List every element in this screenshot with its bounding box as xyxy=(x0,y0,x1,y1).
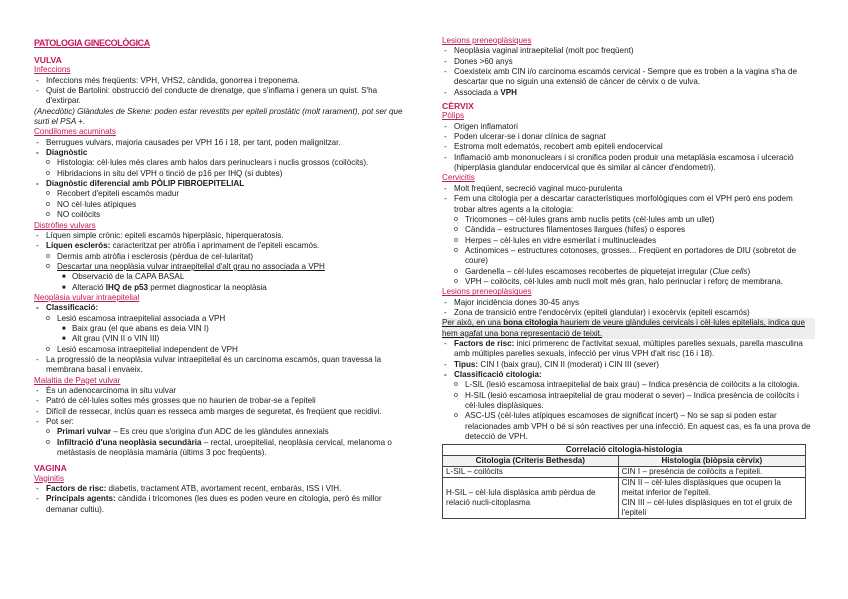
list-item: o Infiltració d'una neoplàsia secundària – rectal, uroepitelial, neoplàsia cervical, melanoma o metàstasis de neoplàsia mamària (últims 3 poc freqüents). xyxy=(46,437,392,458)
list-item: - Berrugues vulvars, majoria causades per VPH 16 i 18, per tant, poden malignitzar. xyxy=(34,138,410,148)
table-cell: H-SIL – cèl·lula displàsica amb pèrdua de relació nucli-citoplasma xyxy=(443,478,619,519)
list-item: - Líquen esclerós: caracteritzat per atròfia i aprimament de l'epiteli escamós. xyxy=(34,241,410,251)
list-item: - Infeccions més freqüents: VPH, VHS2, càndida, gonorrea i treponema. xyxy=(34,76,410,86)
table-title: Correlació citologia-histologia xyxy=(443,445,806,456)
list-item: o Descartar una neoplàsia vulvar intraepitelial d'alt grau no associada a VPH xyxy=(46,261,325,271)
heading-paget: Malaltia de Paget vulvar xyxy=(34,375,121,385)
list-item: o Lesió escamosa intraepitelial independent de VPH xyxy=(46,344,238,354)
list-item: o ASC-US (cèl·lules atípiques escamoses de significat incert) – No se sap si poden estar relacionades amb VPH o bé si són reactives per una infecció. En aquest cas, es fa una prova de detecció de VPH. xyxy=(454,411,811,442)
list-item: o Dermis amb atròfia i esclerosis (pèrdua de cel·lularitat) xyxy=(46,251,254,261)
heading-vaginitis: Vaginitis xyxy=(34,473,64,483)
list-item: o Histologia: cèl·lules més clares amb halos dars perinuclears i nuclis grossos (coilòcits). xyxy=(46,158,369,168)
list-item: o Actinomices – estructures cotonoses, grosses... Freqüent en portadores de DIU (sobretot de coure) xyxy=(454,245,797,266)
section-vagina: VAGINA xyxy=(34,463,67,474)
section-vulva: VULVA xyxy=(34,55,62,65)
list-item: - És un adenocarcinoma in situ vulvar xyxy=(34,386,410,396)
list-item: - Estroma molt edematós, recobert amb epiteli endocervical xyxy=(442,142,815,152)
list-item: ■ Observació de la CAPA BASAL xyxy=(62,272,185,282)
table-cell: L-SIL – coilòcits xyxy=(443,467,619,478)
list-item: - Zona de transició entre l'endocèrvix (epiteli glandular) i exocèrvix (epiteli escamós) xyxy=(442,308,815,318)
table-row xyxy=(443,467,806,478)
page-title: PATOLOGIA GINECOLÒGICA xyxy=(34,38,150,48)
list-item: o Hibridacions in situ del VPH o tinció de p16 per IHQ (si dubtes) xyxy=(46,168,283,178)
heading-polips: Pòlips xyxy=(442,111,465,121)
section-cervix: CÈRVIX xyxy=(442,101,474,112)
list-item: o VPH – coilòcits, cèl·lules amb nucli molt més gran, halo perinuclar i reforç de membrana. xyxy=(454,276,784,286)
list-item: o Tricomones – cèl·lules grans amb nuclis petits (cèl·lules amb un ullet) xyxy=(454,214,715,224)
list-item: - Dones >60 anys xyxy=(442,57,815,67)
list-item: - Factors de risc: inici primerenc de l'activitat sexual, múltiples parelles sexuals, parella masculina amb múltiples parelles sexuals, infecció per virus VPH d'alt risc (16 i 18). xyxy=(442,339,815,360)
list-item: - Inflamació amb mononuclears i si cronifica poden produir una metaplàsia escamosa i ulceració (hiperplàsia glandular endocervical que és similar al càncer d'endometri). xyxy=(442,153,815,174)
table-cell: CIN I – presència de coilòcits a l'epiteli. xyxy=(618,467,805,478)
list-item: - Classificació citologia: xyxy=(442,370,815,380)
list-item: - La progressió de la neoplàsia vulvar intraepitelial és un carcinoma escamós, quan travessa la membrana basal i envaeix. xyxy=(34,355,410,376)
list-item: - Origen inflamatori xyxy=(442,122,815,132)
list-item: ■ Baix grau (el que abans es deia VIN I) xyxy=(62,323,209,333)
list-item: - Pot ser: xyxy=(34,417,410,427)
list-item: o NO cèl·lules atípiques xyxy=(46,199,137,209)
list-item: - Difícil de ressecar, inclús quan es resseca amb marges de seguretat, és freqüent que recidivi. xyxy=(34,407,410,417)
table-header: Histologia (biòpsia cèrvix) xyxy=(618,456,805,467)
list-item: - Neoplàsia vaginal intraepitelial (molt poc freqüent) xyxy=(442,46,815,56)
list-item: o L-SIL (lesió escamosa intraepitelial de baix grau) – Indica presència de coilòcits a la citologia. xyxy=(454,380,800,390)
right-column xyxy=(442,36,815,519)
heading-neoplasia: Neoplàsia vulvar intraepitelial xyxy=(34,292,140,302)
heading-infeccions: Infeccions xyxy=(34,65,71,75)
list-item: o H-SIL (lesió escamosa intraepitelial de grau moderat o sever) – Indica presència de coilòcits i cèl·lules displàsiques. xyxy=(454,390,799,411)
table-row xyxy=(443,478,806,519)
heading-lesions-vagina: Lesions preneoplàsiques xyxy=(442,36,532,45)
list-item: ■ Alt grau (VIN II o VIN III) xyxy=(62,334,160,344)
list-item: - Poden ulcerar-se i donar clínica de sagnat xyxy=(442,132,815,142)
list-item: - Diagnòstic diferencial amb PÒLIP FIBROEPITELIAL xyxy=(34,179,410,189)
list-item: o Lesió escamosa intraepitelial associada a VPH xyxy=(46,313,226,323)
left-column xyxy=(34,52,410,515)
list-item: - Major incidència dones 30-45 anys xyxy=(442,298,815,308)
list-item: o Gardenella – cèl·lules escamoses recobertes de piquetejat irregular (Clue cells) xyxy=(454,266,751,276)
table-header: Citologia (Criteris Bethesda) xyxy=(443,456,619,467)
list-item: - Classificació: xyxy=(34,303,410,313)
list-item: ■ Alteració IHQ de p53 permet diagnosticar la neoplàsia xyxy=(62,282,267,292)
list-item: - Factors de risc: diabetis, tractament ATB, avortament recent, embaràs, ISS i VIH. xyxy=(34,484,410,494)
list-item: - Patró de cèl·lules soltes més grosses que no haurien de trobar-se a l'epiteli xyxy=(34,396,410,406)
list-item: - Principals agents: càndida i tricomones (les dues es poden veure en citologia, però és millor demanar cultiu). xyxy=(34,494,410,515)
heading-condilomes: Condilomes acuminats xyxy=(34,127,116,137)
list-item: o Càndida – estructures filamentoses llargues (hifes) o espores xyxy=(454,225,685,235)
heading-lesions-cervix: Lesions preneoplàsiques xyxy=(442,287,532,297)
heading-distrofies: Distròfies vulvars xyxy=(34,220,96,230)
list-item: o Primari vulvar – Es creu que s'origina d'un ADC de les glàndules annexials xyxy=(46,427,329,437)
note: (Anecdòtic) Glàndules de Skene: poden estar revestits per epiteli prostàtic (molt rarament), pot ser que surti el PSA +. xyxy=(34,106,403,127)
list-item: - Fem una citologia per a descartar característiques morfològiques com el VPH però ens podem trobar altres agents a la citologia: xyxy=(442,194,815,215)
highlighted-note: Per això, en una bona citologia hauriem de veure glàndules cervicals i cèl·lules epitelials, indica que hem agafat una bona representació de teixit. xyxy=(442,318,815,339)
list-item: o NO coilòcits xyxy=(46,210,101,220)
list-item: o Recobert d'epiteli escamós madur xyxy=(46,189,180,199)
list-item: - Quist de Bartolini: obstrucció del conducte de drenatge, que s'inflama i genera un quist. S'ha d'extirpar. xyxy=(34,86,410,107)
list-item: - Molt freqüent, secreció vaginal muco-purulenta xyxy=(442,184,815,194)
list-item: - Coexisteix amb CIN i/o carcinoma escamós cervical - Sempre que es troben a la vagina s'ha de descartar que no siguin una extensió de càncer de cèrvix o de vulva. xyxy=(442,67,815,88)
list-item: - Líquen simple crònic: epiteli escamós hiperplàsic, hiperqueratosis. xyxy=(34,231,410,241)
list-item: - Associada a VPH xyxy=(442,88,815,98)
list-item: o Herpes – cèl·lules en vidre esmerilat i multinucleades xyxy=(454,235,657,245)
correlation-table xyxy=(442,444,806,519)
list-item: - Diagnòstic xyxy=(34,148,410,158)
table-cell: CIN II – cèl·lules displàsiques que ocupen la meitat inferior de l'epiteli. CIN III – cèl·lules displàsiques en tot el gruix de l'epiteli xyxy=(618,478,805,519)
list-item: - Tipus: CIN I (baix grau), CIN II (moderat) i CIN III (sever) xyxy=(442,360,815,370)
heading-cervicitis: Cervicitis xyxy=(442,173,475,183)
